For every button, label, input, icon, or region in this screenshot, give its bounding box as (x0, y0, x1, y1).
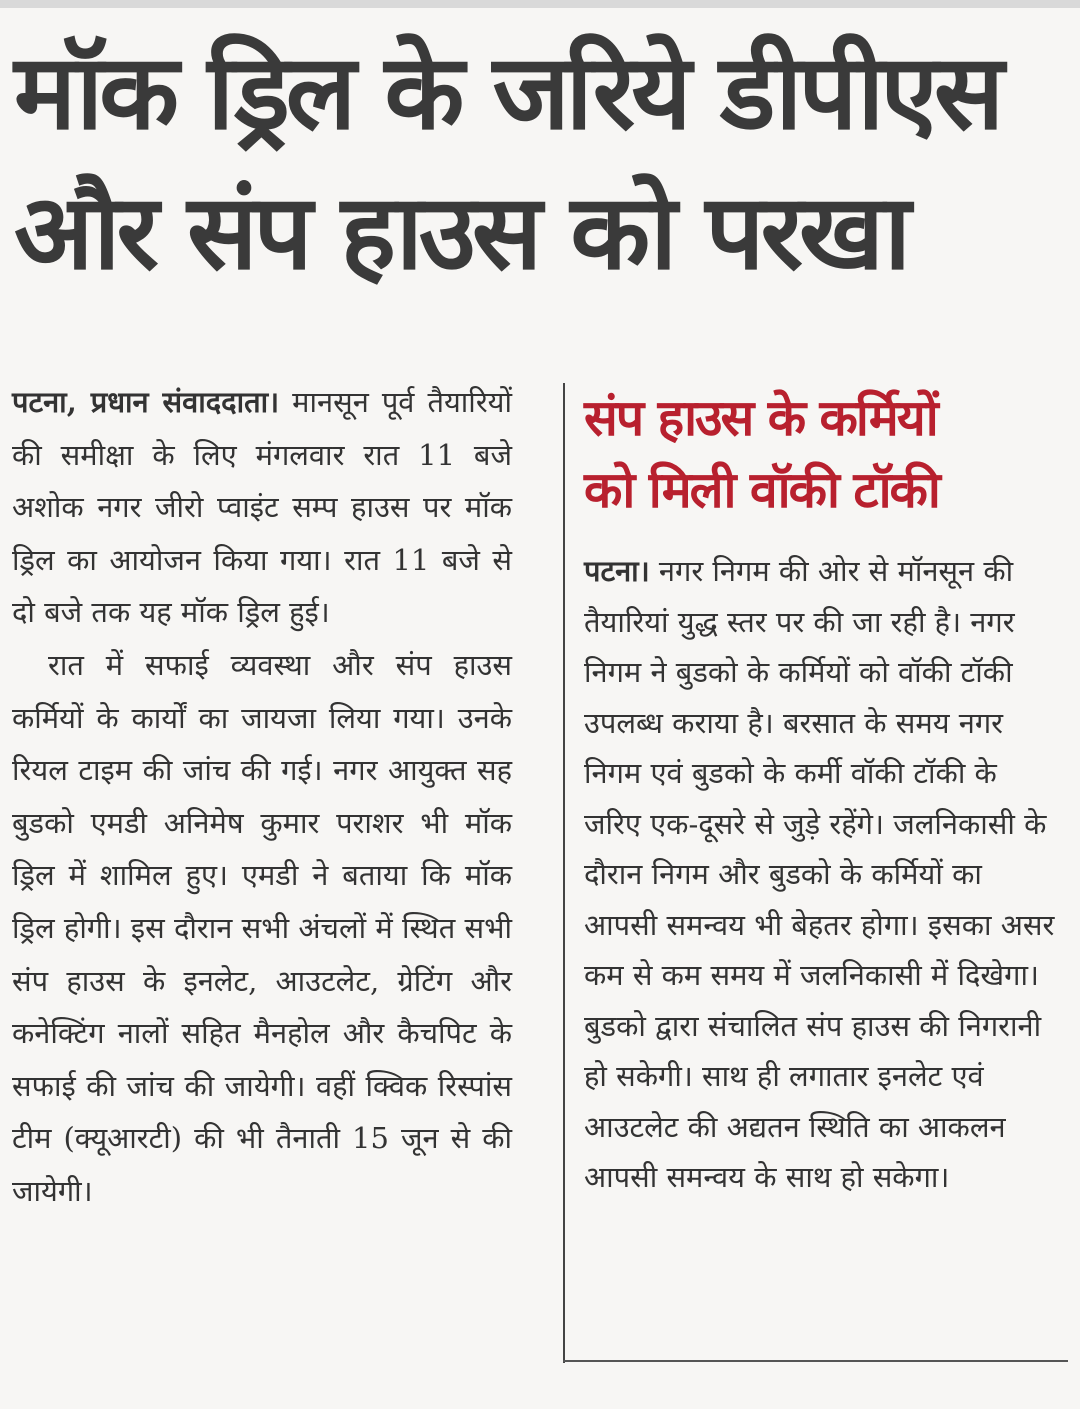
column-divider (563, 383, 565, 1363)
right-dateline: पटना। (584, 554, 650, 588)
subhead-line-1: संप हाउस के कर्मियों (584, 389, 937, 447)
right-article (584, 546, 1060, 1203)
right-body-text: नगर निगम की ओर से मॉनसून की तैयारियां युद्ध स्तर पर की जा रही है। नगर निगम ने बुडको के कर्मियों को वॉकी टॉकी उपलब्ध कराया है। बरसात के समय नगर निगम एवं बुडको के कर्मी वॉकी टॉकी के जरिए एक-दूसरे से जुड़े रहेंगे। जलनिकासी के दौरान निगम और बुडको के कर्मियों का आपसी समन्वय भी बेहतर होगा। इसका असर कम से कम समय में जलनिकासी में दिखेगा। बुडको द्वारा संचालित संप हाउस की निगरानी हो सकेगी। साथ ही लगातार इनलेट एवं आउटलेट की अद्यतन स्थिति का आकलन आपसी समन्वय के साथ हो सकेगा। (584, 554, 1055, 1194)
left-dateline: पटना, प्रधान संवाददाता। (12, 385, 280, 419)
left-para-1-text: मानसून पूर्व तैयारियों की समीक्षा के लिए मंगलवार रात 11 बजे अशोक नगर जीरो प्वाइंट सम्प हाउस पर मॉक ड्रिल का आयोजन किया गया। रात 11 बजे से दो बजे तक यह मॉक ड्रिल हुई। (12, 385, 513, 630)
right-article-body (584, 546, 1060, 1203)
sidebar-subhead (584, 382, 1074, 526)
left-article (12, 376, 512, 1218)
headline (14, 22, 1070, 302)
top-bar (0, 0, 1080, 8)
subhead-line-2: को मिली वॉकी टॉकी (584, 461, 939, 519)
left-article-para-2: रात में सफाई व्यवस्था और संप हाउस कर्मियों के कार्यों का जायजा लिया गया। उनके रियल टाइम की जांच की गई। नगर आयुक्त सह बुडको एमडी अनिमेष कुमार पराशर भी मॉक ड्रिल में शामिल हुए। एमडी ने बताया कि मॉक ड्रिल होगी। इस दौरान सभी अंचलों में स्थित सभी संप हाउस के इनलेट, आउटलेट, ग्रेटिंग और कनेक्टिंग नालों सहित मैनहोल और कैचपिट के सफाई की जांच की जायेगी। वहीं क्विक रिस्पांस टीम (क्यूआरटी) की भी तैनाती 15 जून से की जायेगी। (12, 647, 512, 1208)
left-article-para-1 (12, 376, 512, 639)
headline-line-2: और संप हाउस को परखा (14, 171, 908, 293)
headline-line-1: मॉक ड्रिल के जरिये डीपीएस (14, 31, 1001, 153)
box-bottom-rule (563, 1360, 1068, 1362)
